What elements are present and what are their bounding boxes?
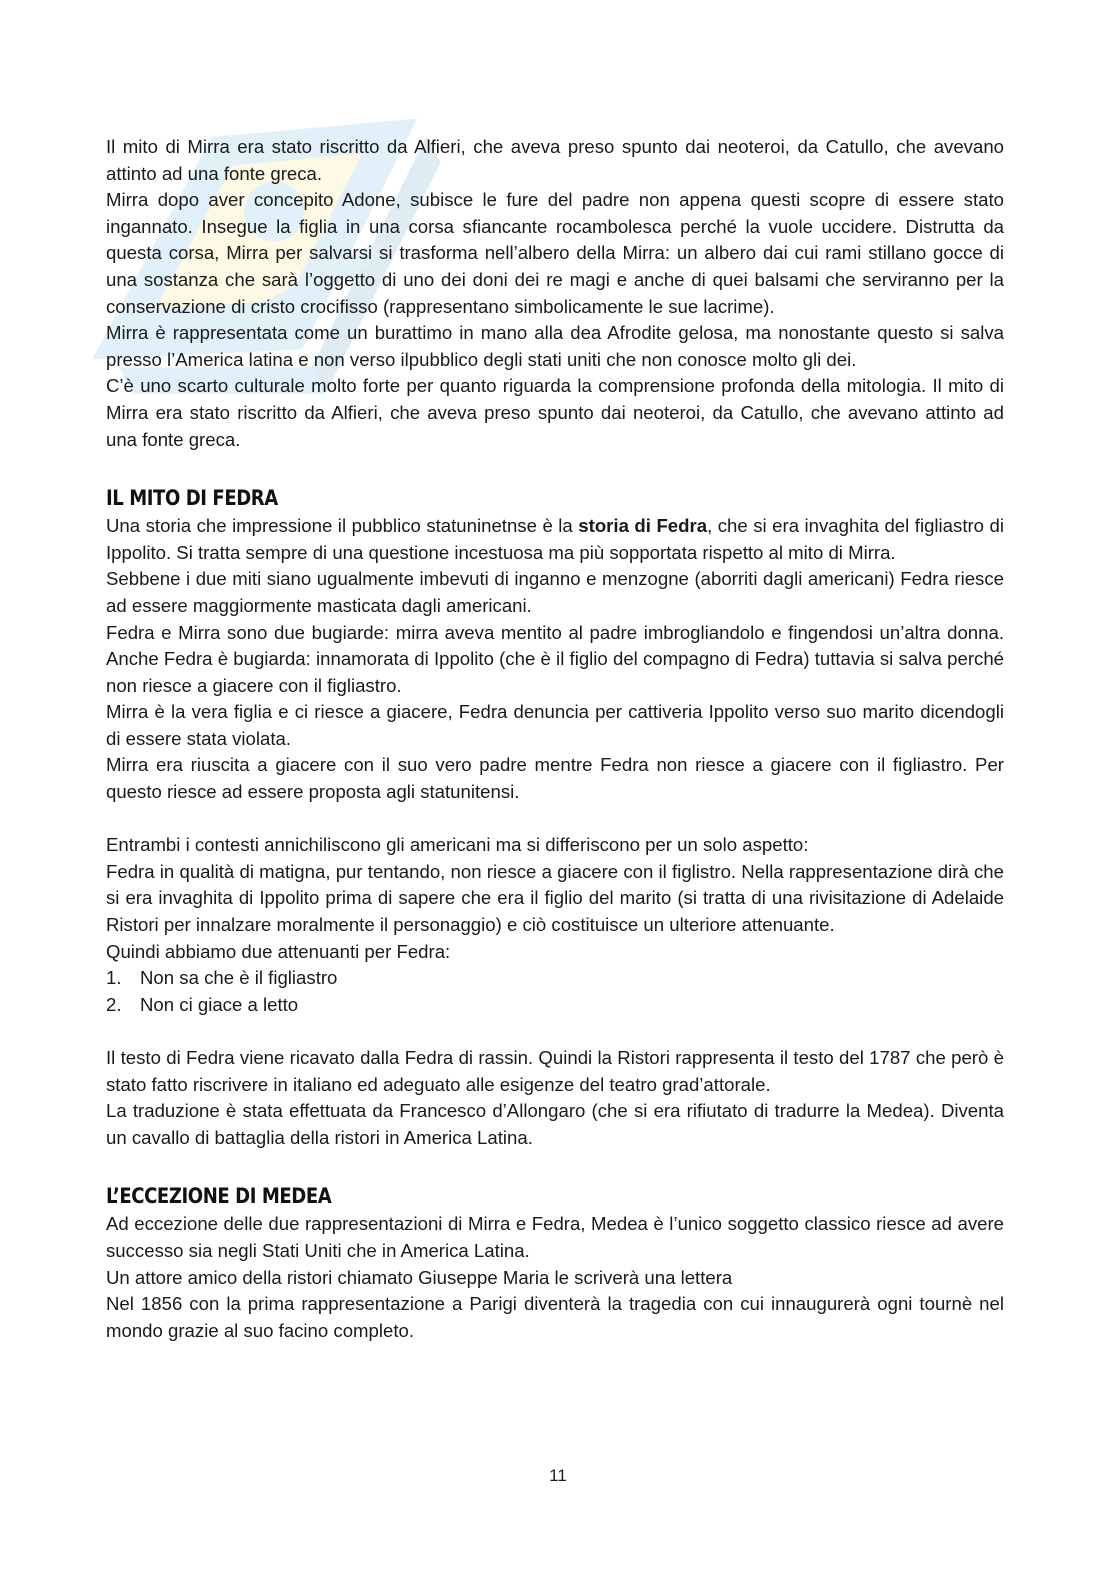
intro-paragraph-3: Mirra è rappresentata come un burattimo in mano alla dea Afrodite gelosa, ma nonostante questo si salva presso l’America latina e non verso ilpubblico degli stati uniti che non conosce molto gli dei. bbox=[106, 322, 1004, 370]
fedra-paragraph-8: Quindi abbiamo due attenuanti per Fedra: bbox=[106, 940, 451, 962]
bold-storia-di-fedra: storia di Fedra bbox=[578, 515, 708, 537]
intro-paragraph-2: Mirra dopo aver concepito Adone, subisce le fure del padre non appena questi scopre di essere stato ingannato. Insegue la figlia in una corsa sfiancante rocambolesca perché la vuole uccidere. Distrutta da questa corsa, Mirra per salvarsi si trasforma nell’albero della Mirra: un albero dai cui rami stillano gocce di una sostanza che sarà l’oggetto di uno dei doni dei re magi e anche di quei balsami che serviranno per la conservazione di cristo crocifisso (rappresentano simbolicamente le sue lacrime). bbox=[106, 189, 1004, 317]
fedra-paragraph-6: Entrambi i contesti annichiliscono gli americani ma si differiscono per un solo aspetto: bbox=[106, 834, 809, 856]
fedra-paragraph-10: La traduzione è stata effettuata da Francesco d’Allongaro (che si era rifiutato di tradurre la Medea). Diventa un cavallo di battaglia della ristori in America Latina. bbox=[106, 1100, 1004, 1148]
section-heading-medea: L’ECCEZIONE DI MEDEA bbox=[106, 1184, 332, 1209]
attenuanti-list bbox=[106, 965, 1004, 1018]
fedra-paragraph-3: Fedra e Mirra sono due bugiarde: mirra aveva mentito al padre imbrogliandolo e fingendosi un’altra donna. Anche Fedra è bugiarda: innamorata di Ippolito (che è il figlio del compagno di Fedra) tuttavia si salva perché non riesce a giacere con il figliastro. bbox=[106, 621, 1004, 696]
list-item: 1. Non sa che è il figliastro bbox=[106, 967, 338, 989]
fedra-paragraph-7: Fedra in qualità di matigna, pur tentando, non riesce a giacere con il figlistro. Nella rappresentazione dirà che si era invaghita di Ippolito prima di sapere che era il figlio del marito (si tratta di una rivisitazione di Adelaide Ristori per innalzare moralmente il personaggio) e ciò costituisce un ulteriore attenuante. bbox=[106, 860, 1004, 936]
medea-paragraph-3: Nel 1856 con la prima rappresentazione a Parigi diventerà la tragedia con cui innaugurerà ogni tournè nel mondo grazie al suo facino completo. bbox=[106, 1293, 1004, 1341]
fedra-paragraph-2: Sebbene i due miti siano ugualmente imbevuti di inganno e menzogne (aborriti dagli americani) Fedra riesce ad essere maggiormente masticata dagli americani. bbox=[106, 568, 1004, 616]
medea-paragraph-1: Ad eccezione delle due rappresentazioni di Mirra e Fedra, Medea è l’unico soggetto classico riesce ad avere successo sia negli Stati Uniti che in America Latina. bbox=[106, 1213, 1004, 1261]
section-heading-fedra: IL MITO DI FEDRA bbox=[106, 486, 278, 511]
medea-paragraph-2: Un attore amico della ristori chiamato Giuseppe Maria le scriverà una lettera bbox=[106, 1266, 733, 1288]
page-number: 11 bbox=[549, 1466, 567, 1485]
intro-paragraph-4: C’è uno scarto culturale molto forte per quanto riguarda la comprensione profonda della mitologia. Il mito di Mirra era stato riscritto da Alfieri, che aveva preso spunto dai neoteroi, da Catullo, che avevano attinto ad una fonte greca. bbox=[106, 375, 1004, 450]
document-body bbox=[106, 134, 1004, 1344]
fedra-paragraph-5: Mirra era riuscita a giacere con il suo vero padre mentre Fedra non riesce a giacere con il figliastro. Per questo riesce ad essere proposta agli statunitensi. bbox=[106, 754, 1004, 803]
fedra-paragraph-4: Mirra è la vera figlia e ci riesce a giacere, Fedra denuncia per cattiveria Ippolito verso suo marito dicendogli di essere stata violata. bbox=[106, 701, 1004, 749]
intro-paragraph-1: Il mito di Mirra era stato riscritto da Alfieri, che aveva preso spunto dai neoteroi, da Catullo, che avevano attinto ad una fonte greca. bbox=[106, 136, 1004, 184]
list-item: 2. Non ci giace a letto bbox=[106, 993, 299, 1015]
fedra-paragraph-9: Il testo di Fedra viene ricavato dalla Fedra di rassin. Quindi la Ristori rappresenta il testo del 1787 che però è stato fatto riscrivere in italiano ed adeguato alle esigenze del teatro grad’attorale. bbox=[106, 1047, 1004, 1095]
fedra-paragraph-1: Una storia che impressione il pubblico statuninetnse è la storia di Fedra, che si era invaghita del figliastro di Ippolito. Si tratta sempre di una questione incestuosa ma più sopportata rispetto al mito di Mirra. bbox=[106, 515, 1004, 563]
